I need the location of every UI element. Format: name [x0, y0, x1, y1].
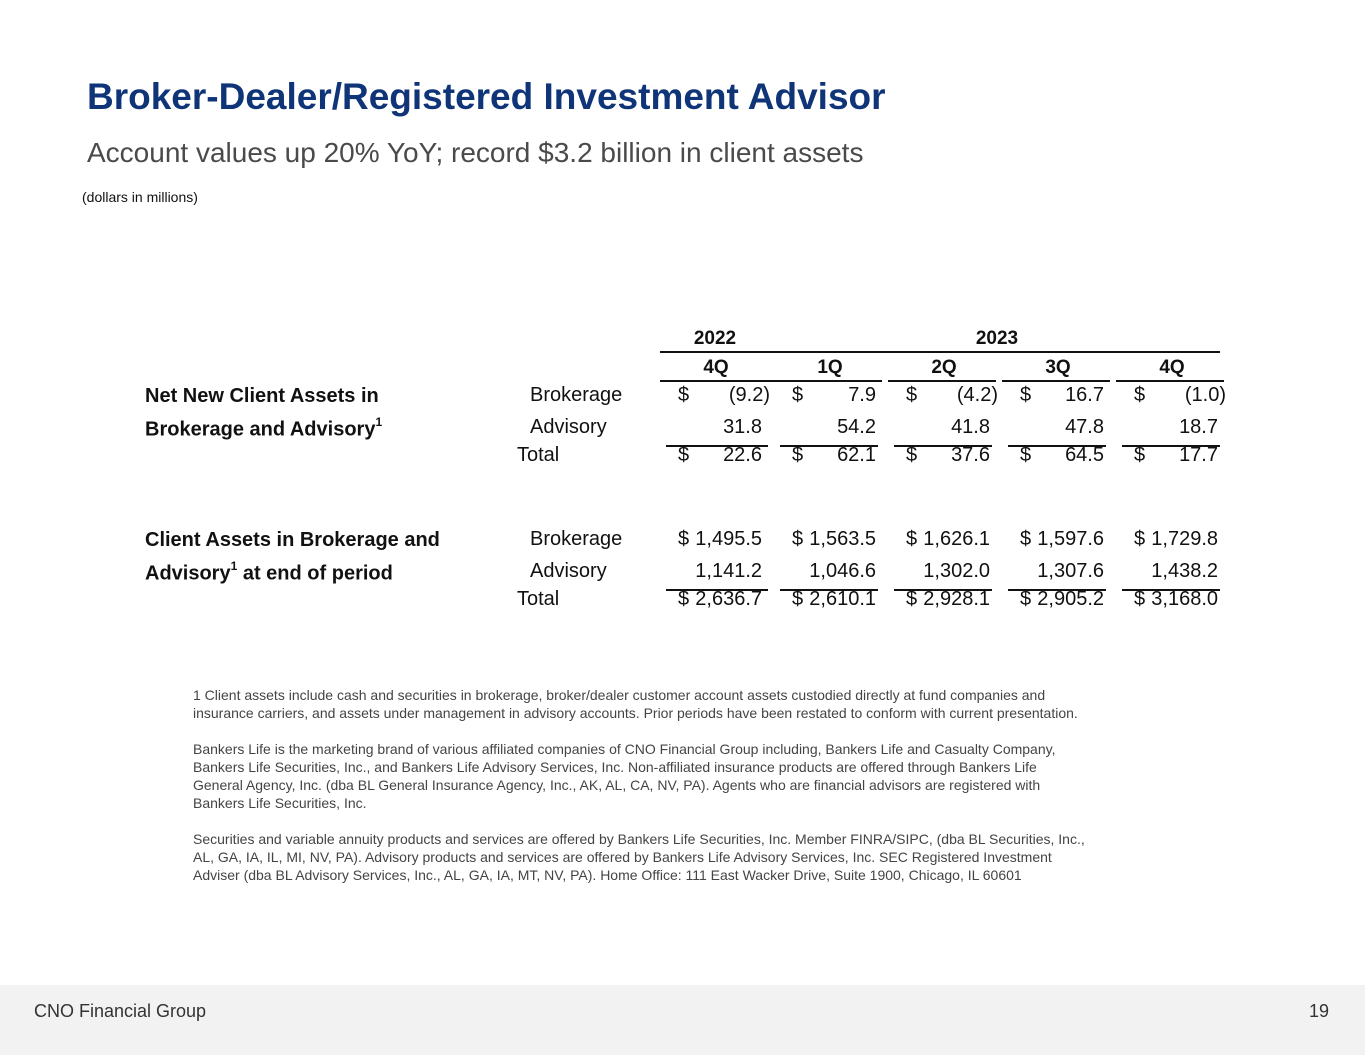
table-cell-value: 47.8	[1065, 416, 1104, 438]
table-cell-value: 17.7	[1179, 444, 1218, 466]
section-label: Client Assets in Brokerage and	[145, 529, 440, 551]
table-cell-value: (9.2)	[728, 384, 770, 406]
section-label: Brokerage and Advisory$^1$	[145, 415, 383, 441]
currency-symbol: $	[678, 384, 690, 406]
section-label: Net New Client Assets in	[145, 385, 379, 407]
currency-symbol: $	[678, 588, 690, 610]
currency-symbol: $	[1134, 384, 1146, 406]
footnotes	[193, 686, 1183, 902]
table-cell-value: 1,626.1	[923, 528, 990, 550]
currency-symbol: $	[1020, 384, 1032, 406]
quarter-header: 4Q	[1159, 357, 1185, 378]
page-number: 19	[1308, 1001, 1329, 1021]
page-title: Broker-Dealer/Registered Investment Advisor	[87, 76, 886, 117]
table-cell-value: 41.8	[951, 416, 990, 438]
table-cell-value: 2,928.1	[923, 588, 990, 610]
currency-symbol: $	[1020, 444, 1032, 466]
table-cell-value: 1,307.6	[1037, 560, 1104, 582]
table-cell-value: 1,563.5	[809, 528, 876, 550]
currency-symbol: $	[792, 588, 804, 610]
currency-symbol: $	[792, 444, 804, 466]
row-label: Brokerage	[530, 384, 623, 406]
currency-symbol: $	[906, 384, 918, 406]
table-cell-value: (4.2)	[956, 384, 998, 406]
year-underline	[774, 351, 1220, 353]
table-cell-value: 18.7	[1179, 416, 1218, 438]
currency-symbol: $	[1134, 588, 1146, 610]
currency-symbol: $	[1020, 528, 1032, 550]
currency-symbol: $	[792, 528, 804, 550]
table-cell-value: 2,905.2	[1037, 588, 1104, 610]
quarter-underline	[660, 380, 776, 382]
table-cell-value: 1,141.2	[695, 560, 762, 582]
footnote-paragraph: Bankers Life is the marketing brand of various affiliated companies of CNO Financial Group including, Bankers Life and Casualty Company, Bankers Life Securities, Inc., and Bankers Life Advisory Services, Inc. Non-affiliated insurance products are offered through Bankers Life General Agency, Inc. (dba BL General Insurance Agency, Inc., AK, AL, CA, NV, PA). Agents who are financial advisors are registered with Bankers Life Securities, Inc.	[193, 741, 1056, 811]
table-cell-value: (1.0)	[1184, 384, 1226, 406]
quarter-underline	[888, 380, 996, 382]
page-subtitle: Account values up 20% YoY; record $3.2 billion in client assets	[87, 137, 864, 168]
year-header: 2022	[693, 328, 737, 349]
quarter-underline	[1002, 380, 1110, 382]
section-label: Advisory$^1$ at end of period	[145, 559, 393, 585]
table-cell-value: 7.9	[848, 384, 876, 406]
quarter-header: 1Q	[817, 357, 843, 378]
table-cell-value: 37.6	[951, 444, 990, 466]
currency-symbol: $	[678, 528, 690, 550]
quarter-header: 4Q	[703, 357, 729, 378]
currency-symbol: $	[1020, 588, 1032, 610]
table-cell-value: 31.8	[723, 416, 762, 438]
table-cell-value: 1,597.6	[1037, 528, 1104, 550]
row-label: Total	[517, 444, 560, 466]
table-cell-value: 1,046.6	[809, 560, 876, 582]
footer-company: CNO Financial Group	[34, 1001, 207, 1021]
row-label: Brokerage	[530, 528, 623, 550]
table-cell-value: 1,302.0	[923, 560, 990, 582]
currency-symbol: $	[906, 528, 918, 550]
year-underline	[660, 351, 774, 353]
table-cell-value: 16.7	[1065, 384, 1104, 406]
currency-symbol: $	[1134, 528, 1146, 550]
row-label: Advisory	[530, 560, 607, 582]
footnote-paragraph: Securities and variable annuity products and services are offered by Bankers Life Securities, Inc. Member FINRA/SIPC, (dba BL Securities, Inc., AL, GA, IA, IL, MI, NV, PA). Advisory products and services are offered by Bankers Life Advisory Services, Inc. SEC Registered Investment Adviser (dba BL Advisory Services, Inc., AL, GA, IA, MT, NV, PA). Home Office: 111 East Wacker Drive, Suite 1900, Chicago, IL 60601	[193, 831, 1085, 883]
table-cell-value: 62.1	[837, 444, 876, 466]
table-cell-value: 54.2	[837, 416, 876, 438]
currency-symbol: $	[1134, 444, 1146, 466]
quarter-header: 2Q	[931, 357, 957, 378]
currency-symbol: $	[792, 384, 804, 406]
table-cell-value: 1,438.2	[1151, 560, 1218, 582]
year-header: 2023	[975, 328, 1019, 349]
quarter-underline	[774, 380, 882, 382]
table-cell-value: 64.5	[1065, 444, 1104, 466]
table-cell-value: 2,610.1	[809, 588, 876, 610]
row-label: Total	[517, 588, 560, 610]
currency-symbol: $	[906, 444, 918, 466]
table-cell-value: 22.6	[723, 444, 762, 466]
table-cell-value: 1,729.8	[1151, 528, 1218, 550]
currency-symbol: $	[906, 588, 918, 610]
table-cell-value: 3,168.0	[1151, 588, 1218, 610]
units-note: (dollars in millions)	[82, 189, 198, 205]
quarter-header: 3Q	[1045, 357, 1071, 378]
table-cell-value: 2,636.7	[695, 588, 762, 610]
currency-symbol: $	[678, 444, 690, 466]
table-cell-value: 1,495.5	[695, 528, 762, 550]
row-label: Advisory	[530, 416, 607, 438]
quarter-underline	[1116, 380, 1224, 382]
footnote-paragraph: 1 Client assets include cash and securities in brokerage, broker/dealer customer account assets custodied directly at fund companies and insurance carriers, and assets under management in advisory accounts. Prior periods have been restated to conform with current presentation.	[193, 687, 1078, 721]
